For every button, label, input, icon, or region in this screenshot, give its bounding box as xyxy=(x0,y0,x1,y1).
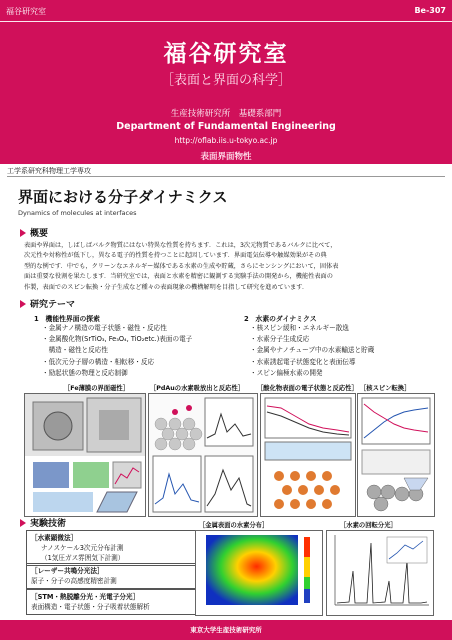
triangle-bullet-icon xyxy=(20,519,26,527)
figure-spin-conversion xyxy=(357,393,435,517)
lab-subtitle: ［表面と界面の科学］ xyxy=(160,73,291,88)
figure-label-pdau: ［PdAuの水素吸放出と反応性］ xyxy=(150,385,245,392)
techniques-heading: 実験技術 xyxy=(20,516,66,529)
lab-title: 福谷研究室 xyxy=(163,41,289,67)
footer-institution: 東京大学生産技術研究所 xyxy=(190,626,262,634)
figure-fe-apparatus xyxy=(24,393,146,517)
figure-pdau-hydrogen xyxy=(148,393,258,517)
figure-hydrogen-map xyxy=(195,530,323,616)
triangle-bullet-icon xyxy=(20,229,26,237)
list-item: ・スピン偏極水素の開発 xyxy=(250,368,323,377)
overview-text: 表面や界面は，しばしばバルク物質にはない特異な性質を持ちます．これは，3次元物質であるバルクに比べて， 次元性や対称性が低下し，異なる電子的性質を持つことに起因しています．界面電気伝導や触媒効果がその典 型的な例です．中でも，クリーンなエネルギー媒体である水素の生成や貯蔵，さらにセンシングにおいて，固体表 面は重要な役割を果たします．当研究室では，表面と水素を精密に観測する実験手法の開発から，機能性表面の 作製，表面でのスピン転換・分子生成など種々の表面現象の機構解明を目指して研究を進めています． xyxy=(24,242,339,291)
footer-bar xyxy=(0,620,452,640)
main-subtitle-en: Dynamics of molecules at interfaces xyxy=(18,209,137,217)
figure-label-spin: ［核スピン転換］ xyxy=(360,385,411,392)
figure-label-fe: ［Fe薄膜の界面磁性］ xyxy=(64,385,129,392)
figure-label-hydrogen-rotation: ［水素の回転分光］ xyxy=(340,522,397,529)
header-divider xyxy=(0,21,452,22)
list-item: ・水素誘起電子状態変化と表面伝導 xyxy=(250,357,356,366)
tech-box-laser-resonance: ［レーザー共鳴分光法］ 原子・分子の高感度精密計測 xyxy=(26,563,196,589)
tech-box-hydrogen-microscopy: ［水素顕微法］ ナノスケール3次元分布計測 （1気圧ガス雰囲気下計測） xyxy=(26,530,196,566)
figure-oxide-surface xyxy=(260,393,356,517)
header-banner xyxy=(0,0,452,164)
theme1-list xyxy=(42,323,192,379)
list-item: 構造・磁性と反応性 xyxy=(42,346,108,355)
figure-label-oxide: ［酸化物表面の電子状態と反応性］ xyxy=(257,385,358,392)
graduate-major: 工学系研究科物理工学専攻 xyxy=(7,167,91,175)
list-item: ・水素分子生成反応 xyxy=(250,335,310,344)
figure-rotation-spectrum xyxy=(326,530,434,616)
poster-code: Be-307 xyxy=(414,6,446,15)
research-field: 表面界面物性 xyxy=(200,152,252,162)
lab-name-small: 福谷研究室 xyxy=(6,7,46,16)
tech-box-stm: ［STM・熱脱離分光・光電子分光］ 表面構造・電子状態・分子吸着状態解析 xyxy=(26,589,196,615)
theme1-heading: 1 機能性界面の探索 xyxy=(34,315,100,323)
theme2-list xyxy=(250,323,374,379)
overview-heading: 概要 xyxy=(20,226,48,239)
theme2-heading: 2 水素のダイナミクス xyxy=(244,315,317,323)
list-item: ・金属やナノチューブ中の水素輸送と貯蔵 xyxy=(250,346,375,355)
list-item: ・低次元分子層の構造・相転移・反応 xyxy=(42,357,155,366)
lab-url[interactable]: http://oflab.iis.u-tokyo.ac.jp xyxy=(174,136,278,145)
list-item: ・金属酸化物(SrTiO₃, Fe₃O₄, TiO₂etc.)表面の電子 xyxy=(42,335,193,344)
department-name: Department of Fundamental Engineering xyxy=(116,121,336,132)
research-heading: 研究テーマ xyxy=(20,297,75,310)
main-title: 界面における分子ダイナミクス xyxy=(18,188,228,206)
list-item: ・核スピン緩和・エネルギー散逸 xyxy=(250,324,349,332)
triangle-bullet-icon xyxy=(20,300,26,308)
list-item: ・励起状態の物理と反応制御 xyxy=(42,368,128,377)
section-divider xyxy=(7,176,445,177)
figure-label-metal-hydrogen: ［金属表面の水素分布］ xyxy=(199,522,269,529)
institute-name: 生産技術研究所 基礎系部門 xyxy=(170,109,282,119)
list-item: ・金属ナノ構造の電子状態・磁性・反応性 xyxy=(42,324,167,332)
